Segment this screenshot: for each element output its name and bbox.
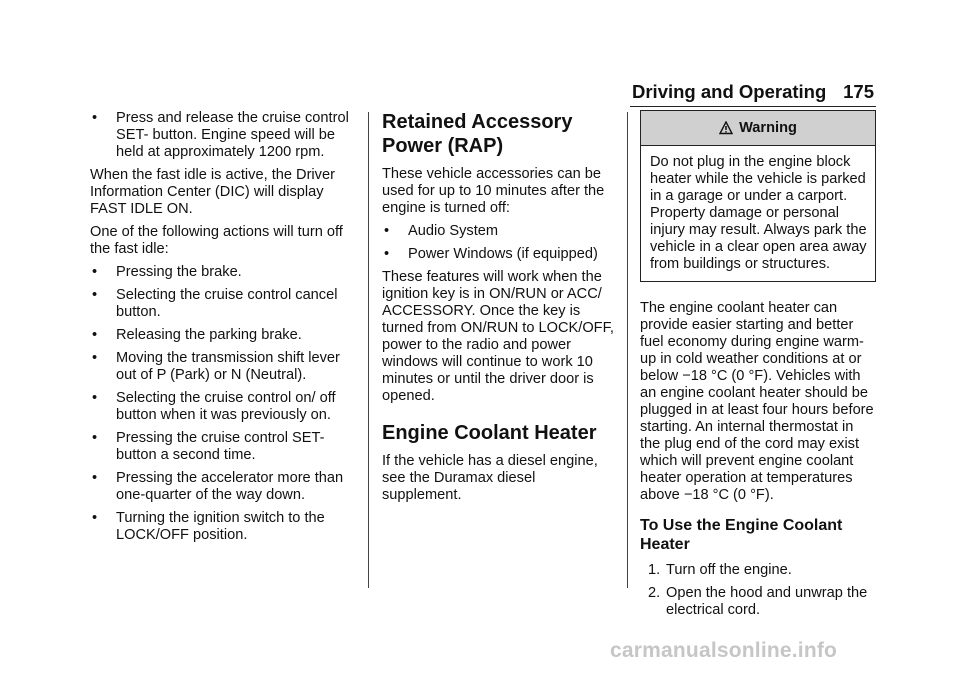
list-item xyxy=(90,350,360,384)
list-item xyxy=(90,110,360,161)
warning-box xyxy=(640,110,876,282)
list-item xyxy=(90,390,360,424)
paragraph: These vehicle accessories can be used for up to 10 minutes after the engine is turned off: xyxy=(382,166,605,216)
heading-rap: Retained Accessory Power (RAP) xyxy=(382,111,573,157)
list-item xyxy=(90,510,360,544)
list-item xyxy=(640,585,876,619)
paragraph: These features will work when the ignition key is in ON/RUN or ACC/ ACCESSORY. Once the key is turned from ON/RUN to LOCK/OFF, power to the radio and power windows will continue to work 10 minutes or until the driver door is opened. xyxy=(382,269,614,404)
step-text: Open the hood and unwrap the electrical cord. xyxy=(666,585,868,618)
paragraph: One of the following actions will turn off the fast idle: xyxy=(90,224,343,257)
header-rule xyxy=(630,106,876,107)
bullet-text: Pressing the accelerator more than one-quarter of the way down. xyxy=(116,470,344,503)
bullet-text: Selecting the cruise control cancel button. xyxy=(116,287,338,320)
bullet-mark: • xyxy=(384,223,390,239)
step-number: 1. xyxy=(648,562,661,578)
bullet-mark: • xyxy=(384,246,390,262)
bullet-mark: • xyxy=(92,430,98,446)
bullet-text: Press and release the cruise control SET- button. Engine speed will be held at approximately 1200 rpm. xyxy=(116,110,349,160)
list-item xyxy=(382,246,616,263)
paragraph: The engine coolant heater can provide easier starting and better fuel economy during engine warm-up in cold weather conditions at or below −18 °C (0 °F). Vehicles with an engine coolant heater should be plugged in at least four hours before starting. An internal thermostat in the plug end of the cord may exist which will prevent engine coolant heater operation at temperatures above −18 °C (0 °F). xyxy=(640,300,874,503)
step-text: Turn off the engine. xyxy=(666,562,792,578)
bullet-mark: • xyxy=(92,327,98,343)
bullet-text: Audio System xyxy=(408,223,499,239)
bullet-mark: • xyxy=(92,350,98,366)
bullet-mark: • xyxy=(92,264,98,280)
list-item xyxy=(640,562,876,579)
warning-header xyxy=(641,111,875,146)
page-number: 175 xyxy=(843,81,874,102)
heading-coolant-heater: Engine Coolant Heater xyxy=(382,422,597,444)
bullet-text: Moving the transmission shift lever out of P (Park) or N (Neutral). xyxy=(116,350,340,383)
page-header xyxy=(630,81,876,107)
list-item xyxy=(90,470,360,504)
list-item xyxy=(90,287,360,321)
bullet-mark: • xyxy=(92,110,98,126)
column-right xyxy=(640,110,876,625)
heading-use-heater: To Use the Engine Coolant Heater xyxy=(640,517,843,553)
bullet-mark: • xyxy=(92,510,98,526)
column-divider-1 xyxy=(368,112,369,588)
list-item xyxy=(382,223,616,240)
warning-icon xyxy=(719,121,733,135)
bullet-mark: • xyxy=(92,390,98,406)
bullet-mark: • xyxy=(92,287,98,303)
column-left xyxy=(90,110,360,550)
list-item xyxy=(90,430,360,464)
bullet-text: Releasing the parking brake. xyxy=(116,327,302,343)
list-item xyxy=(90,327,360,344)
bullet-text: Selecting the cruise control on/ off button when it was previously on. xyxy=(116,390,336,423)
warning-text: Do not plug in the engine block heater while the vehicle is parked in a garage or under a carport. Property damage or personal injury may result. Always park the vehicle in a clear open area away from buildings or structures. xyxy=(650,154,867,272)
list-item xyxy=(90,264,360,281)
paragraph: If the vehicle has a diesel engine, see the Duramax diesel supplement. xyxy=(382,453,598,503)
section-title: Driving and Operating xyxy=(632,81,827,102)
watermark: carmanualsonline.info xyxy=(610,639,838,662)
column-middle xyxy=(382,110,616,510)
bullet-text: Pressing the cruise control SET- button a second time. xyxy=(116,430,325,463)
paragraph: When the fast idle is active, the Driver Information Center (DIC) will display FAST IDLE ON. xyxy=(90,167,335,217)
bullet-text: Power Windows (if equipped) xyxy=(408,246,598,262)
column-divider-2 xyxy=(627,112,628,588)
bullet-mark: • xyxy=(92,470,98,486)
step-number: 2. xyxy=(648,585,661,601)
warning-title: Warning xyxy=(739,119,797,136)
bullet-text: Pressing the brake. xyxy=(116,264,242,280)
bullet-text: Turning the ignition switch to the LOCK/OFF position. xyxy=(116,510,325,543)
